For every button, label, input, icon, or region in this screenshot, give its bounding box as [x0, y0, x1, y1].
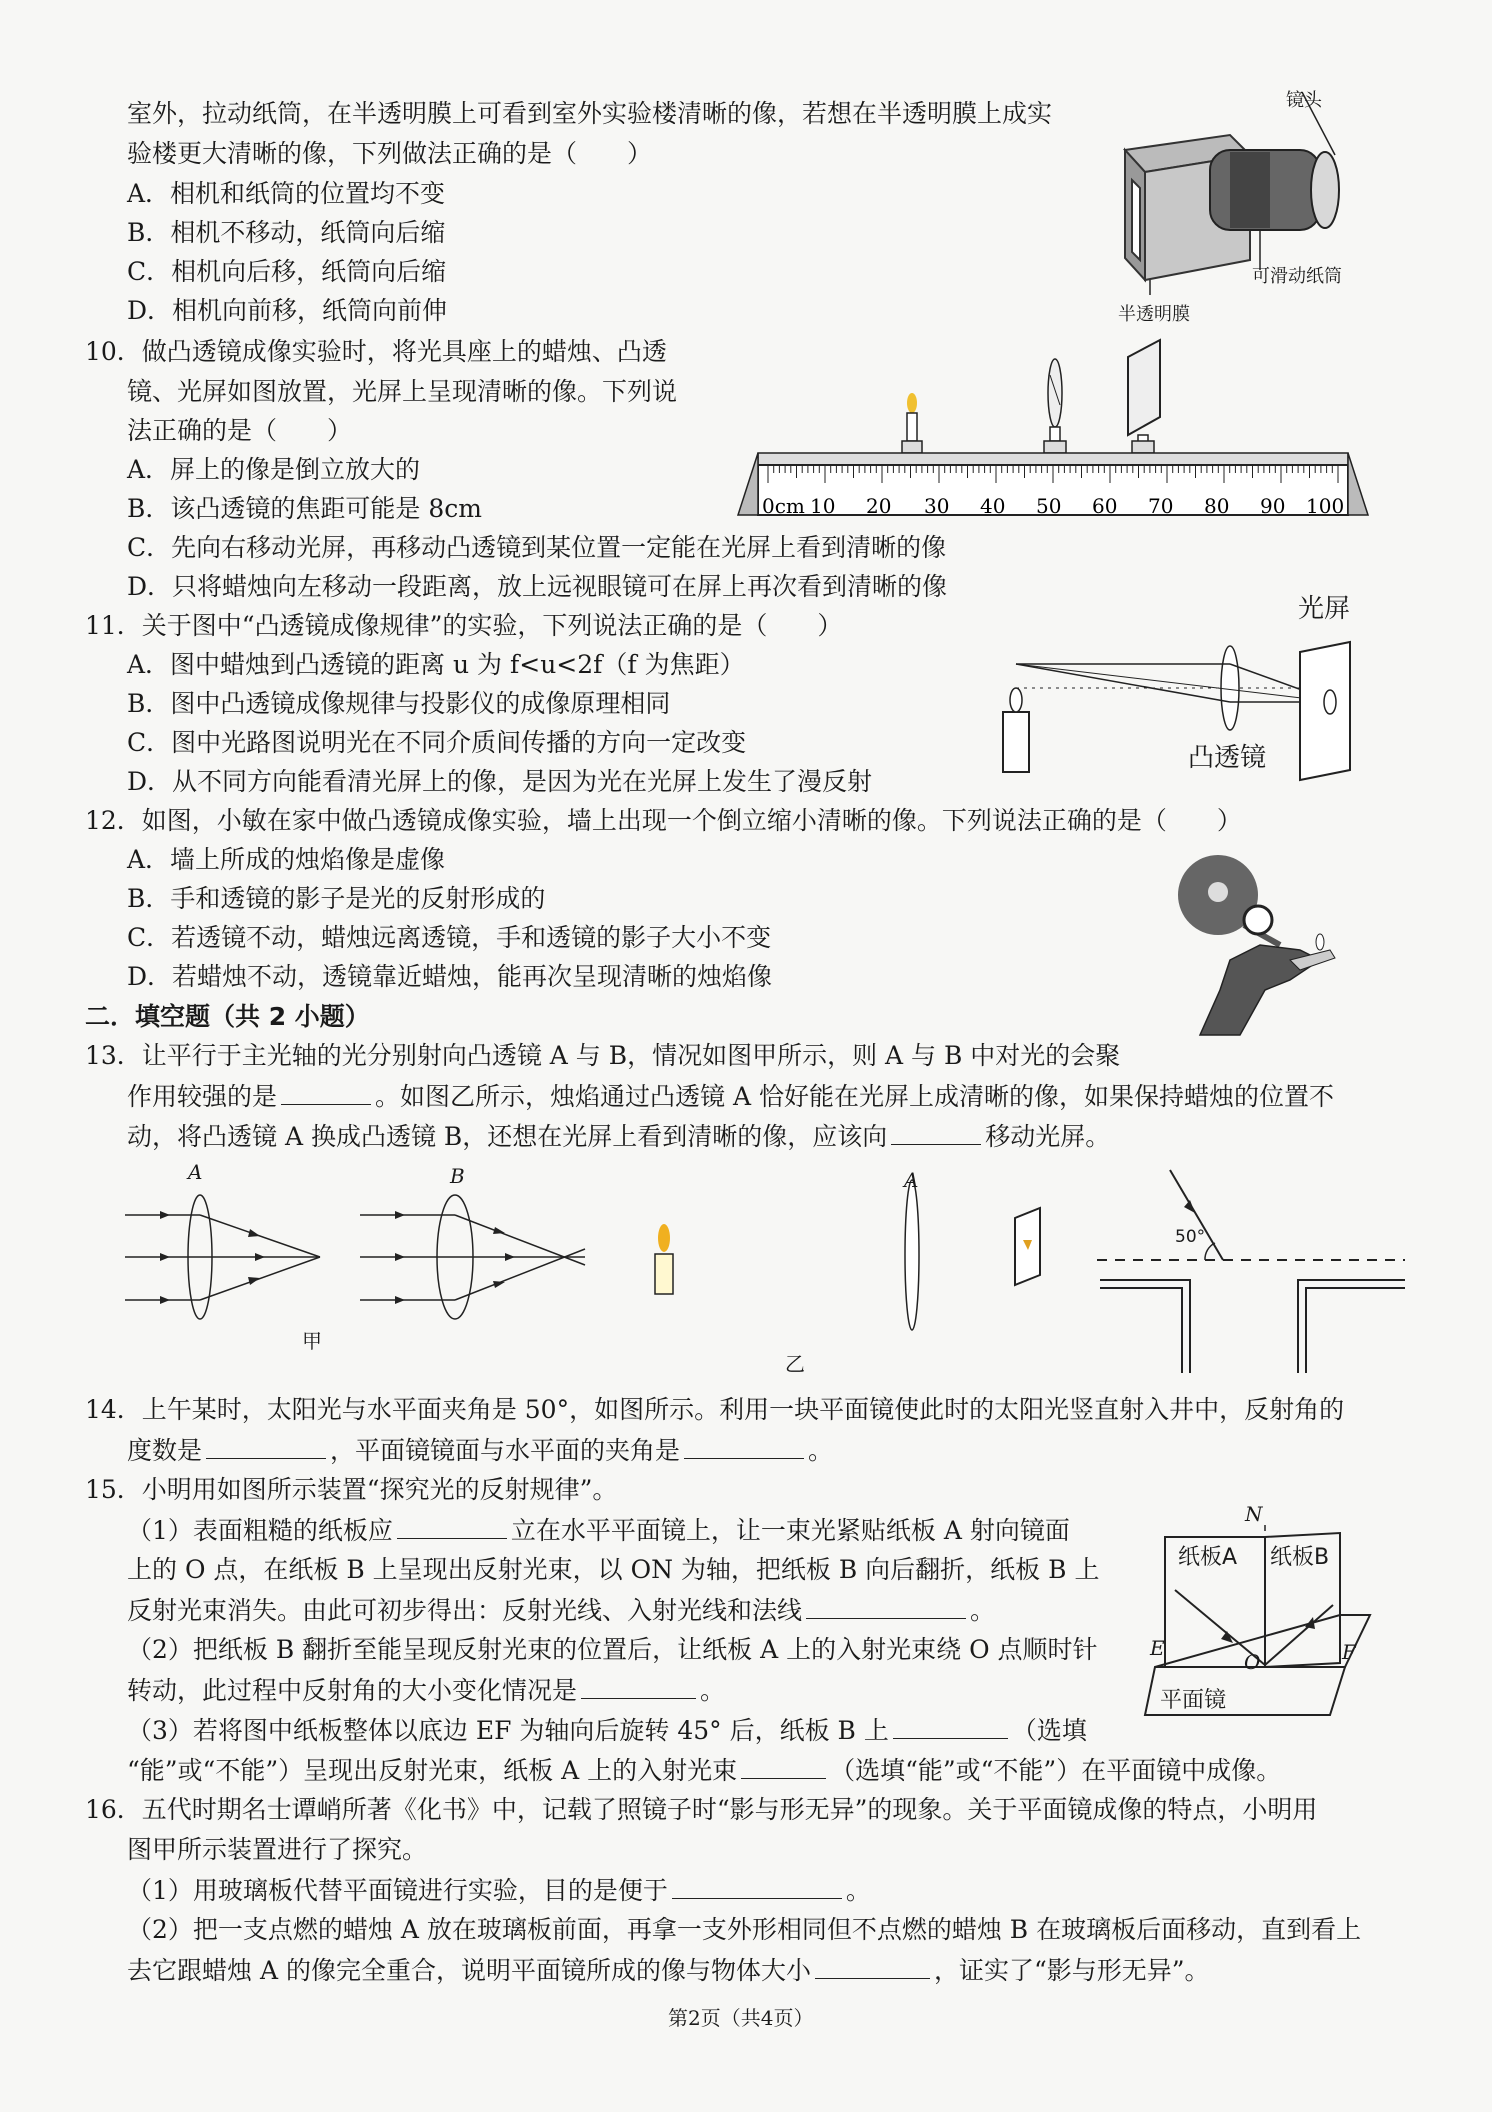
q15-part2-line2	[127, 1672, 725, 1709]
ruler-label: 30	[924, 494, 950, 518]
answer-blank[interactable]	[397, 1512, 507, 1539]
q13-figure-yi	[640, 1170, 1050, 1330]
ruler-label: 100	[1306, 494, 1345, 518]
q9-option-d: D．相机向前移，纸筒向前伸	[127, 296, 448, 325]
q15-text: （选填“能”或“不能”）在平面镜中成像。	[830, 1756, 1282, 1785]
q10-stem-line1: 10．做凸透镜成像实验时，将光具座上的蜡烛、凸透	[85, 337, 667, 366]
q13-text: 动，将凸透镜 A 换成凸透镜 B，还想在光屏上看到清晰的像，应该向	[127, 1122, 888, 1151]
q13-figure-jia-lens-b	[355, 1165, 585, 1315]
q11-option-a: A．图中蜡烛到凸透镜的距离 u 为 f<u<2f（f 为焦距）	[127, 650, 745, 679]
ruler-label: 90	[1260, 494, 1286, 518]
q15-part1-line1	[127, 1512, 1070, 1549]
ruler-label: 20	[866, 494, 892, 518]
q10-option-d: D．只将蜡烛向左移动一段距离，放上远视眼镜可在屏上再次看到清晰的像	[127, 572, 948, 601]
q15-text: 立在水平平面镜上，让一束光紧贴纸板 A 射向镜面	[510, 1516, 1070, 1545]
q10-stem-line2: 镜、光屏如图放置，光屏上呈现清晰的像。下列说	[127, 377, 678, 406]
q10-optical-bench-figure	[718, 335, 1393, 525]
translucent-film-label: 半透明膜	[1118, 304, 1190, 325]
q16-line1: 16．五代时期名士谭峭所著《化书》中，记载了照镜子时“影与形无异”的现象。关于平面镜成像的特点，小明用	[85, 1795, 1318, 1824]
q13-line2	[127, 1078, 1334, 1115]
q15-text: 。	[700, 1676, 726, 1705]
q15-text: 反射光束消失。由此可初步得出：反射光线、入射光线和法线	[127, 1596, 803, 1625]
q15-part1-line3	[127, 1592, 995, 1629]
q10-option-c: C．先向右移动光屏，再移动凸透镜到某位置一定能在光屏上看到清晰的像	[127, 533, 947, 562]
q9-stem-line1: 室外，拉动纸筒，在半透明膜上可看到室外实验楼清晰的像，若想在半透明膜上成实	[127, 99, 1053, 128]
q12-option-a: A．墙上所成的烛焰像是虚像	[127, 845, 446, 874]
convex-lens-label: 凸透镜	[1188, 743, 1267, 773]
q9-option-c: C．相机向后移，纸筒向后缩	[127, 257, 447, 286]
q16-part1	[127, 1872, 871, 1909]
figure-jia-label: 甲	[302, 1329, 322, 1353]
q15-text: （选填	[1011, 1716, 1087, 1745]
q9-stem-line2: 验楼更大清晰的像，下列做法正确的是（ ）	[127, 139, 653, 168]
answer-blank[interactable]	[891, 1118, 981, 1145]
answer-blank[interactable]	[815, 1952, 930, 1979]
ruler-label: 80	[1204, 494, 1230, 518]
answer-blank[interactable]	[893, 1712, 1008, 1739]
ruler-label: 70	[1148, 494, 1174, 518]
ruler-label: 10	[810, 494, 836, 518]
q15-text: “能”或“不能”）呈现出反射光束，纸板 A 上的入射光束	[127, 1756, 738, 1785]
figure-yi-label: 乙	[785, 1352, 805, 1376]
section-2-heading: 二．填空题（共 2 小题）	[85, 1002, 370, 1031]
lens-head-label: 镜头	[1286, 90, 1322, 111]
q15-text: （3）若将图中纸板整体以底边 EF 为轴向后旋转 45° 后，纸板 B 上	[127, 1716, 889, 1745]
point-o-label: O	[1244, 1650, 1261, 1674]
q13-figure-jia-lens-a	[120, 1165, 340, 1315]
q16-line2: 图甲所示装置进行了探究。	[127, 1835, 428, 1864]
q13-text: 。如图乙所示，烛焰通过凸透镜 A 恰好能在光屏上成清晰的像，如果保持蜡烛的位置不	[375, 1082, 1334, 1111]
q15-part3-line1	[127, 1712, 1087, 1749]
q10-stem-line3: 法正确的是（ ）	[127, 416, 353, 445]
answer-blank[interactable]	[281, 1078, 371, 1105]
q13-text: 移动光屏。	[985, 1122, 1111, 1151]
q13-line3	[127, 1118, 1110, 1155]
q12-hand-lens-figure	[1170, 850, 1350, 1040]
page-number-footer: 第2页（共4页）	[668, 2006, 814, 2030]
screen-label: 光屏	[1298, 594, 1351, 624]
ruler-label: 50	[1036, 494, 1062, 518]
q12-option-c: C．若透镜不动，蜡烛远离透镜，手和透镜的影子大小不变	[127, 923, 772, 952]
point-e-label: E	[1150, 1636, 1165, 1660]
answer-blank[interactable]	[806, 1592, 966, 1619]
q14-line2	[127, 1432, 833, 1469]
board-b-label: 纸板B	[1270, 1545, 1330, 1570]
q15-part3-line2	[127, 1752, 1281, 1789]
q12-option-d: D．若蜡烛不动，透镜靠近蜡烛，能再次呈现清晰的烛焰像	[127, 962, 773, 991]
q16-text: （1）用玻璃板代替平面镜进行实验，目的是便于	[127, 1876, 668, 1905]
ruler-label: 60	[1092, 494, 1118, 518]
lens-a-label: A	[188, 1160, 203, 1184]
answer-blank[interactable]	[206, 1432, 326, 1459]
q15-line1: 15．小明用如图所示装置“探究光的反射规律”。	[85, 1475, 618, 1504]
q12-option-b: B．手和透镜的影子是光的反射形成的	[127, 884, 546, 913]
q15-text: 。	[970, 1596, 996, 1625]
q11-option-c: C．图中光路图说明光在不同介质间传播的方向一定改变	[127, 728, 747, 757]
answer-blank[interactable]	[741, 1752, 826, 1779]
ruler-label: 0cm	[762, 494, 805, 518]
q16-part2-line2	[127, 1952, 1210, 1989]
q10-option-a: A．屏上的像是倒立放大的	[127, 455, 421, 484]
lens-a-label-yi: A	[904, 1168, 919, 1192]
q16-part2-line1: （2）把一支点燃的蜡烛 A 放在玻璃板前面，再拿一支外形相同但不点燃的蜡烛 B 在玻璃板后面移动，直到看上	[127, 1915, 1362, 1944]
q13-line1: 13．让平行于主光轴的光分别射向凸透镜 A 与 B，情况如图甲所示，则 A 与 B 中对光的会聚	[85, 1041, 1121, 1070]
answer-blank[interactable]	[672, 1872, 842, 1899]
q9-option-a: A．相机和纸筒的位置均不变	[127, 179, 446, 208]
q14-text: 度数是	[127, 1436, 203, 1465]
plane-mirror-label: 平面镜	[1160, 1688, 1227, 1713]
q14-text: ，平面镜镜面与水平面的夹角是	[330, 1436, 681, 1465]
q15-part2-line1: （2）把纸板 B 翻折至能呈现反射光束的位置后，让纸板 A 上的入射光束绕 O 点顺时针	[127, 1635, 1098, 1664]
answer-blank[interactable]	[684, 1432, 804, 1459]
answer-blank[interactable]	[581, 1672, 696, 1699]
q16-text: 去它跟蜡烛 A 的像完全重合，说明平面镜所成的像与物体大小	[127, 1956, 811, 1985]
q11-stem: 11．关于图中“凸透镜成像规律”的实验，下列说法正确的是（ ）	[85, 611, 843, 640]
q15-text: （1）表面粗糙的纸板应	[127, 1516, 393, 1545]
normal-n-label: N	[1245, 1502, 1263, 1526]
q14-text: 。	[808, 1436, 834, 1465]
lens-b-label: B	[450, 1164, 465, 1188]
q9-option-b: B．相机不移动，纸筒向后缩	[127, 218, 446, 247]
q10-option-b: B．该凸透镜的焦距可能是 8cm	[127, 494, 482, 523]
q15-part1-line2: 上的 O 点，在纸板 B 上呈现出反射光束，以 ON 为轴，把纸板 B 向后翻折，纸板 B 上	[127, 1555, 1100, 1584]
angle-50-label: 50°	[1175, 1227, 1206, 1247]
q13-text: 作用较强的是	[127, 1082, 278, 1111]
q15-text: 转动，此过程中反射角的大小变化情况是	[127, 1676, 578, 1705]
point-f-label: F	[1342, 1640, 1356, 1664]
ruler-label: 40	[980, 494, 1006, 518]
q11-option-d: D．从不同方向能看清光屏上的像，是因为光在光屏上发生了漫反射	[127, 767, 873, 796]
q16-text: ，证实了“影与形无异”。	[933, 1956, 1210, 1985]
sliding-tube-label: 可滑动纸筒	[1252, 266, 1342, 287]
board-a-label: 纸板A	[1178, 1545, 1238, 1570]
q16-text: 。	[845, 1876, 871, 1905]
q12-stem: 12．如图，小敏在家中做凸透镜成像实验，墙上出现一个倒立缩小清晰的像。下列说法正确的是（ ）	[85, 806, 1242, 835]
q11-option-b: B．图中凸透镜成像规律与投影仪的成像原理相同	[127, 689, 671, 718]
q14-line1: 14．上午某时，太阳光与水平面夹角是 50°，如图所示。利用一块平面镜使此时的太阳光竖直射入井中，反射角的	[85, 1395, 1345, 1424]
q14-sun-well-figure	[1095, 1165, 1405, 1375]
